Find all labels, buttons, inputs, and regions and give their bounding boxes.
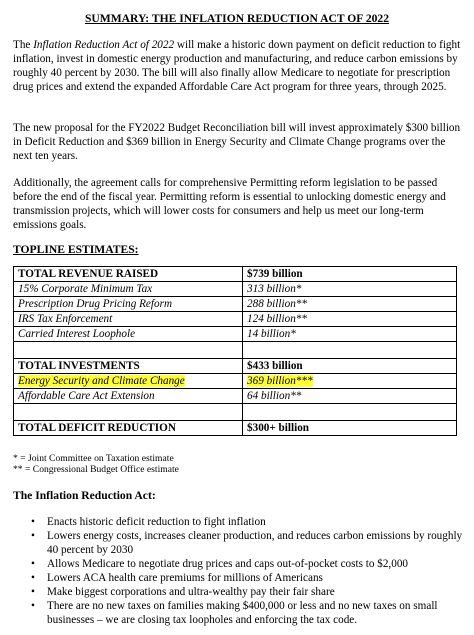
intro-paragraph xyxy=(13,38,465,94)
revenue-item-label: Prescription Drug Pricing Reform xyxy=(14,297,243,312)
table-row xyxy=(14,267,457,282)
footnotes xyxy=(13,453,179,475)
table-row xyxy=(14,327,457,342)
table-spacer-row xyxy=(14,404,457,421)
revenue-total-label: TOTAL REVENUE RAISED xyxy=(14,267,243,282)
act-heading: The Inflation Reduction Act: xyxy=(13,489,156,502)
permitting-paragraph: Additionally, the agreement calls for comprehensive Permitting reform legislation to be passed before the end of the fiscal year. Permitting reform is essential to unlocking domestic energy and transmission projects, which will lower costs for consumers and help us meet our long-term emissions goals. xyxy=(13,177,446,231)
list-item-text: Lowers ACA health care premiums for millions of Americans xyxy=(47,572,323,584)
table-row-highlighted xyxy=(14,374,457,389)
spacer-cell xyxy=(243,404,457,421)
estimates-table xyxy=(13,266,457,436)
footnote-jct: * = Joint Committee on Taxation estimate xyxy=(13,453,174,464)
bullet-icon: • xyxy=(31,600,35,612)
list-item xyxy=(13,529,465,557)
intro-prefix: The xyxy=(13,39,34,51)
revenue-item-value: 288 billion** xyxy=(243,297,457,312)
act-bullet-list xyxy=(13,515,465,627)
list-item xyxy=(13,585,465,599)
spacer-cell xyxy=(243,342,457,359)
table-row xyxy=(14,421,457,436)
investment-item-label xyxy=(14,374,243,389)
revenue-total-value: $739 billion xyxy=(243,267,457,282)
investment-item-label: Affordable Care Act Extension xyxy=(14,389,243,404)
list-item xyxy=(13,571,465,585)
bullet-icon: • xyxy=(31,572,35,584)
list-item-text: There are no new taxes on families making $400,000 or less and no new taxes on small businesses – we are closing tax loopholes and enforcing the tax code. xyxy=(47,600,438,626)
topline-heading: TOPLINE ESTIMATES: xyxy=(13,243,139,256)
page-title: SUMMARY: THE INFLATION REDUCTION ACT OF 2022 xyxy=(84,12,390,25)
bullet-icon: • xyxy=(31,558,35,570)
investment-item-value xyxy=(243,374,457,389)
revenue-item-label: IRS Tax Enforcement xyxy=(14,312,243,327)
bullet-icon: • xyxy=(31,586,35,598)
table-row xyxy=(14,312,457,327)
spacer-cell xyxy=(14,342,243,359)
intro-rest: will make a historic down payment on deficit reduction to fight inflation, invest in domestic energy production and manufacturing, and reduce carbon emissions by roughly 40 percent by 2030. The bill will also finally allow Medicare to negotiate for prescription drug prices and extend the expanded Affordable Care Act program for three years, through 2025. xyxy=(13,39,461,93)
table-row xyxy=(14,389,457,404)
footnote-cbo: ** = Congressional Budget Office estimate xyxy=(13,464,179,475)
bullet-icon: • xyxy=(31,530,35,542)
revenue-item-value: 14 billion* xyxy=(243,327,457,342)
revenue-item-value: 124 billion** xyxy=(243,312,457,327)
table-row xyxy=(14,359,457,374)
spacer-cell xyxy=(14,404,243,421)
list-item-text: Enacts historic deficit reduction to fight inflation xyxy=(47,516,266,528)
revenue-item-value: 313 billion* xyxy=(243,282,457,297)
table-spacer-row xyxy=(14,342,457,359)
list-item xyxy=(13,599,465,627)
list-item-text: Lowers energy costs, increases cleaner production, and reduces carbon emissions by roughly 40 percent by 2030 xyxy=(47,530,463,556)
deficit-total-label: TOTAL DEFICIT REDUCTION xyxy=(14,421,243,436)
highlight-mark: Energy Security and Climate Change xyxy=(18,374,185,387)
proposal-paragraph: The new proposal for the FY2022 Budget Reconciliation bill will invest approximately $300 billion in Deficit Reduction and $369 billion in Energy Security and Climate Change programs over the next ten years. xyxy=(13,122,461,162)
list-item-text: Make biggest corporations and ultra-wealthy pay their fair share xyxy=(47,586,335,598)
highlight-mark: 369 billion*** xyxy=(247,374,313,387)
list-item-text: Allows Medicare to negotiate drug prices and caps out-of-pocket costs to $2,000 xyxy=(47,558,409,570)
act-name: Inflation Reduction Act of 2022 xyxy=(33,39,175,51)
table-row xyxy=(14,282,457,297)
list-item xyxy=(13,515,465,529)
investment-item-value: 64 billion** xyxy=(243,389,457,404)
bullet-icon: • xyxy=(31,516,35,528)
list-item xyxy=(13,557,465,571)
investments-total-value: $433 billion xyxy=(243,359,457,374)
investments-total-label: TOTAL INVESTMENTS xyxy=(14,359,243,374)
deficit-total-value: $300+ billion xyxy=(243,421,457,436)
revenue-item-label: 15% Corporate Minimum Tax xyxy=(14,282,243,297)
table-row xyxy=(14,297,457,312)
revenue-item-label: Carried Interest Loophole xyxy=(14,327,243,342)
